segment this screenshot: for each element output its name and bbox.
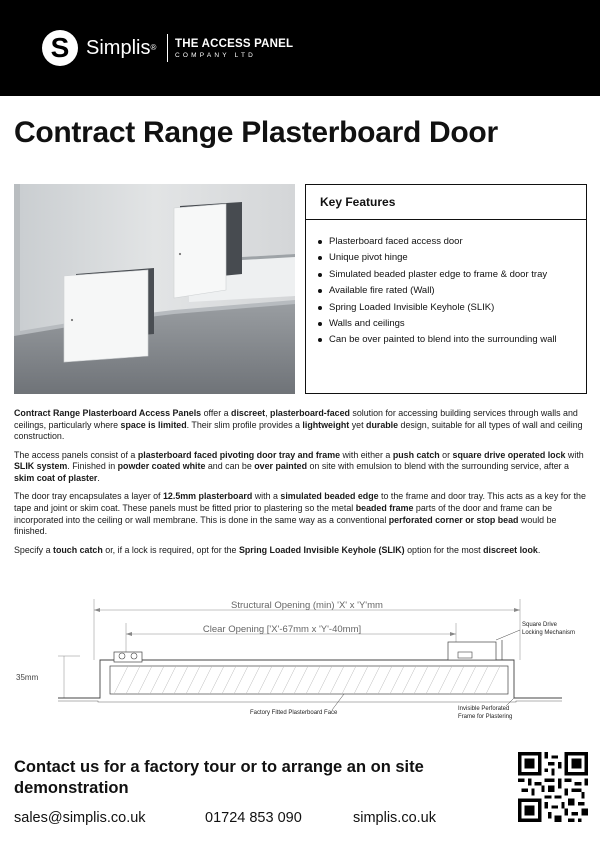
contact-email-link[interactable]: sales@simplis.co.uk [14, 810, 146, 826]
body-text-run: solution for accessing building services through walls and ceilings, particularly where [14, 408, 578, 430]
emphasis-text: plasterboard faced pivoting door tray and frame [137, 449, 341, 460]
body-text-run: . [537, 544, 541, 555]
technical-section-diagram [14, 590, 588, 720]
depth-label: 35mm [16, 673, 39, 682]
body-text-run: on site with emulsion to blend with the surrounding service, after a [307, 461, 569, 472]
feature-item: Walls and ceilings [318, 316, 584, 332]
body-text-run: offer a [201, 408, 232, 418]
emphasis-text: space is limited [120, 419, 187, 430]
qr-code-icon[interactable] [518, 752, 588, 822]
section-drawing [14, 590, 588, 720]
emphasis-text: discreet look [483, 544, 538, 555]
feature-item: Available fire rated (Wall) [318, 283, 584, 299]
product-description [14, 408, 588, 563]
body-text-run: or, if a lock is required, opt for the [102, 544, 239, 555]
emphasis-text: discreet [231, 408, 266, 418]
emphasis-text: SLIK system [14, 461, 68, 472]
body-text-run: to the frame and door tray. This acts as a key for the tape and joint or skim coat. These panels must be fitted prior to plastering so the metal [14, 491, 586, 513]
emphasis-text: beaded frame [355, 502, 414, 513]
frame-label-line2: Frame for Plastering [458, 714, 513, 720]
feature-item: Plasterboard faced access door [318, 234, 584, 250]
body-text-run: The access panels consist of a [14, 449, 138, 460]
body-text-run: option for the most [404, 544, 484, 555]
brand-name [86, 36, 156, 60]
description-paragraph-2 [14, 450, 588, 485]
body-text-run: The door tray encapsulates a layer of [14, 491, 163, 502]
feature-item: Simulated beaded plaster edge to frame & door tray [318, 267, 584, 283]
emphasis-text: over painted [254, 461, 308, 472]
description-paragraph-3 [14, 491, 588, 538]
body-text-run: yet [349, 419, 367, 430]
body-text-run: Specify a [14, 544, 53, 555]
emphasis-text: perforated corner or stop bead [388, 514, 519, 525]
feature-item: Unique pivot hinge [318, 250, 584, 266]
product-photo-illustration [14, 184, 295, 394]
product-photo [14, 184, 295, 394]
company-name-line1: THE ACCESS PANEL [175, 38, 294, 50]
description-paragraph-1 [14, 408, 588, 443]
body-text-run: with [565, 449, 584, 460]
body-text-run: or [439, 449, 453, 460]
description-paragraph-4 [14, 545, 588, 557]
clear-opening-label: Clear Opening ['X'-67mm x 'Y'-40mm] [202, 624, 362, 635]
emphasis-text: durable [366, 419, 399, 430]
emphasis-text: Contract Range Plasterboard Access Panels [14, 408, 202, 418]
emphasis-text: powder coated white [117, 461, 206, 472]
brand-name-text: Simplis [86, 37, 151, 59]
contact-heading: Contact us for a factory tour or to arrange an on site demonstration [14, 758, 424, 797]
emphasis-text: touch catch [52, 544, 103, 555]
body-text-run: design, suitable for all types of wall and ceiling construction. [14, 419, 583, 442]
body-text-run: with a [252, 491, 281, 502]
lock-label-line2: Locking Mechanism [522, 630, 576, 636]
contact-website-link[interactable]: simplis.co.uk [353, 810, 436, 826]
body-text-run: and can be [205, 461, 255, 472]
emphasis-text: lightweight [302, 419, 350, 430]
body-text-run: . [97, 473, 100, 484]
emphasis-text: skim coat of plaster [14, 473, 98, 484]
contact-phone-link[interactable]: 01724 853 090 [205, 810, 302, 826]
feature-item: Spring Loaded Invisible Keyhole (SLIK) [318, 300, 584, 316]
key-features-title: Key Features [320, 195, 396, 209]
key-features-list [318, 234, 584, 349]
emphasis-text: simulated beaded edge [280, 491, 379, 502]
emphasis-text: plasterboard-faced [270, 408, 350, 418]
frame-label-line1: Invisible Perforated [458, 706, 510, 712]
body-text-run: parts of the door and frame can be incorporated into the ceiling or wall membrane. This is done in the same way as a conventional [14, 502, 553, 525]
emphasis-text: Spring Loaded Invisible Keyhole (SLIK) [238, 544, 405, 555]
company-name-line2: COMPANY LTD [175, 52, 257, 59]
lock-label-line1: Square Drive [522, 622, 558, 628]
key-features-divider [306, 219, 586, 220]
header-banner [0, 0, 600, 96]
structural-opening-label: Structural Opening (min) 'X' x 'Y'mm [231, 600, 383, 611]
body-text-run: would be finished. [14, 514, 557, 537]
registered-mark: ® [150, 43, 157, 52]
emphasis-text: push catch [392, 449, 440, 460]
brand-divider [167, 34, 168, 62]
feature-item: Can be over painted to blend into the surrounding wall [318, 332, 584, 348]
simplis-logo-icon: S [42, 30, 78, 66]
emphasis-text: 12.5mm plasterboard [163, 491, 253, 502]
face-label: Factory Fitted Plasterboard Face [250, 710, 338, 716]
key-features-panel [305, 184, 587, 394]
body-text-run: with either a [340, 449, 393, 460]
body-text-run: , [265, 408, 271, 418]
emphasis-text: square drive operated lock [452, 449, 566, 460]
page-title: Contract Range Plasterboard Door [14, 116, 498, 149]
body-text-run: . Their slim profile provides a [186, 419, 303, 430]
body-text-run: . Finished in [67, 461, 118, 472]
